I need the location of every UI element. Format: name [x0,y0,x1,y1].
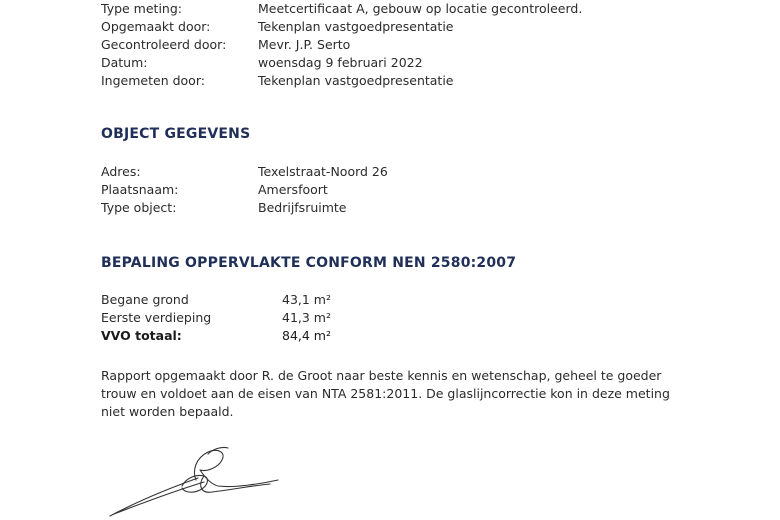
meta-row-type-meting [101,0,582,18]
meta-label: Ingemeten door: [101,73,205,88]
object-label: Adres: [101,164,141,179]
meta-value: woensdag 9 februari 2022 [258,55,423,70]
signature-image [100,440,290,520]
area-value: 43,1 m² [282,292,331,307]
area-row-begane-grond [101,291,331,309]
area-row-vvo-totaal [101,327,331,345]
statement-paragraph [101,367,701,421]
meta-value: Tekenplan vastgoedpresentatie [258,73,454,88]
meta-row-ingemeten-door [101,72,454,90]
object-section-heading: OBJECT GEGEVENS [101,126,251,142]
meta-row-datum [101,54,423,72]
object-label: Type object: [101,200,177,215]
area-row-eerste-verdieping [101,309,331,327]
area-section-heading: BEPALING OPPERVLAKTE CONFORM NEN 2580:2007 [101,255,517,271]
meta-row-gecontroleerd-door [101,36,350,54]
statement-line: Rapport opgemaakt door R. de Groot naar beste kennis en wetenschap, geheel te goeder [101,368,662,383]
object-row-plaatsnaam [101,181,328,199]
object-value: Bedrijfsruimte [258,200,347,215]
area-value: 41,3 m² [282,310,331,325]
meta-value: Mevr. J.P. Serto [258,37,351,52]
statement-line: niet worden bepaald. [101,404,234,419]
area-total-value: 84,4 m² [282,328,331,343]
object-label: Plaatsnaam: [101,182,179,197]
meta-value: Tekenplan vastgoedpresentatie [258,19,454,34]
object-value: Amersfoort [258,182,328,197]
statement-line: trouw en voldoet aan de eisen van NTA 2581:2011. De glaslijncorrectie kon in deze meting [101,386,670,401]
meta-label: Opgemaakt door: [101,19,211,34]
object-row-type-object [101,199,347,217]
area-total-label: VVO totaal: [101,328,182,343]
meta-label: Type meting: [101,1,182,16]
meta-row-opgemaakt-door [101,18,454,36]
meta-value: Meetcertificaat A, gebouw op locatie gecontroleerd. [258,1,583,16]
object-row-adres [101,163,388,181]
meta-label: Datum: [101,55,148,70]
meta-label: Gecontroleerd door: [101,37,227,52]
object-value: Texelstraat-Noord 26 [258,164,388,179]
area-label: Begane grond [101,292,189,307]
area-label: Eerste verdieping [101,310,212,325]
